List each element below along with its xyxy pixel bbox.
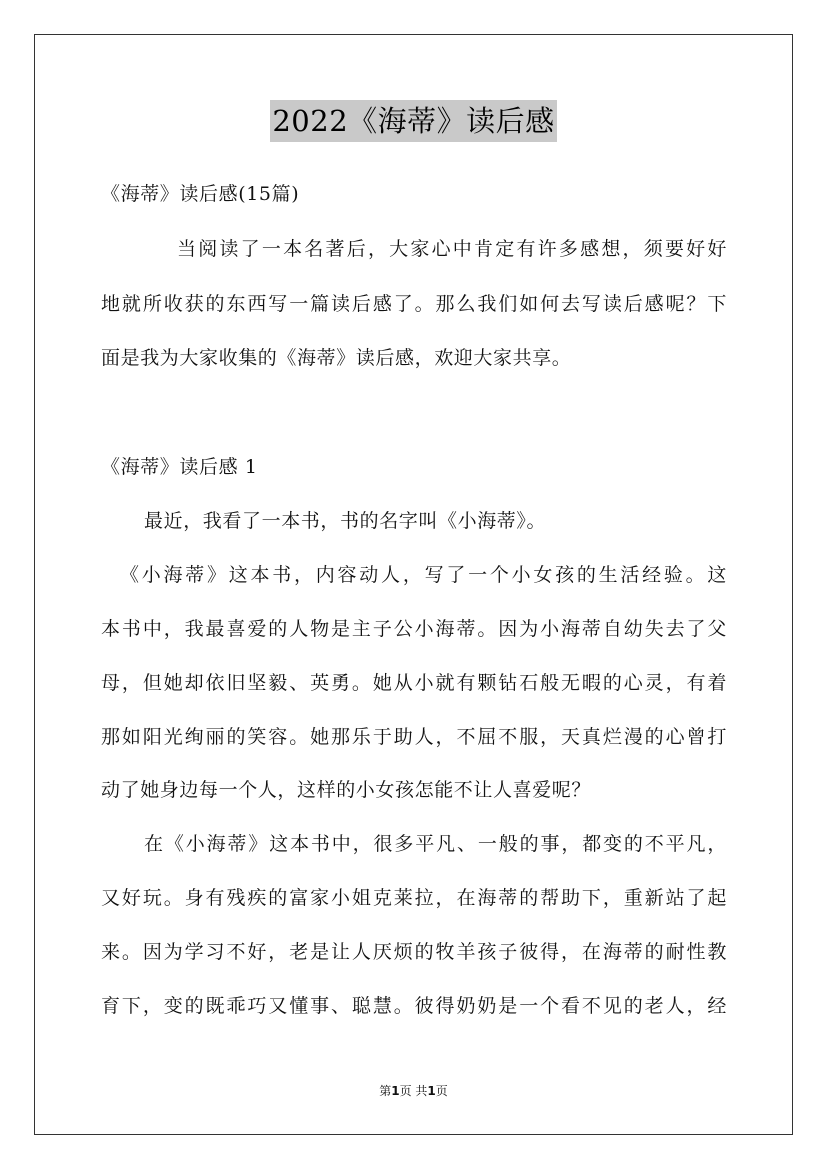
body-line-3: 本书中，我最喜爱的人物是主子公小海蒂。因为小海蒂自幼失去了父 [101,618,727,640]
subtitle: 《海蒂》读后感(15篇) [101,183,300,205]
section-heading: 《海蒂》读后感 1 [101,456,258,478]
footer-prefix: 第 [379,1084,392,1098]
intro-line-3: 面是我为大家收集的《海蒂》读后感，欢迎大家共享。 [101,347,572,369]
body-line-8: 又好玩。身有残疾的富家小姐克莱拉，在海蒂的帮助下，重新站了起 [101,887,727,909]
page-footer [0,1083,827,1099]
intro-line-1: 当阅读了一本名著后，大家心中肯定有许多感想，须要好好 [177,238,727,260]
body-line-1: 最近，我看了一本书，书的名字叫《小海蒂》。 [144,510,547,532]
body-line-6: 动了她身边每一个人，这样的小女孩怎能不让人喜爱呢？ [101,779,592,801]
body-line-10: 育下，变的既乖巧又懂事、聪慧。彼得奶奶是一个看不见的老人，经 [101,995,727,1017]
body-line-7: 在《小海蒂》这本书中，很多平凡、一般的事，都变的不平凡， [144,833,727,855]
body-line-2: 《小海蒂》这本书，内容动人，写了一个小女孩的生活经验。这 [120,564,727,586]
body-line-9: 来。因为学习不好，老是让人厌烦的牧羊孩子彼得，在海蒂的耐性教 [101,941,727,963]
document-title: 2022《海蒂》读后感 [270,100,556,142]
footer-mid: 页 共 [399,1084,428,1098]
body-line-4: 母，但她却依旧坚毅、英勇。她从小就有颗钻石般无暇的心灵，有着 [101,672,727,694]
footer-suffix: 页 [435,1084,448,1098]
body-line-5: 那如阳光绚丽的笑容。她那乐于助人，不屈不服，天真烂漫的心曾打 [101,726,727,748]
title-container [0,100,827,142]
intro-line-2: 地就所收获的东西写一篇读后感了。那么我们如何去写读后感呢？下 [101,293,727,315]
footer-page-number: 1 [391,1084,400,1098]
footer-page-total: 1 [427,1084,436,1098]
